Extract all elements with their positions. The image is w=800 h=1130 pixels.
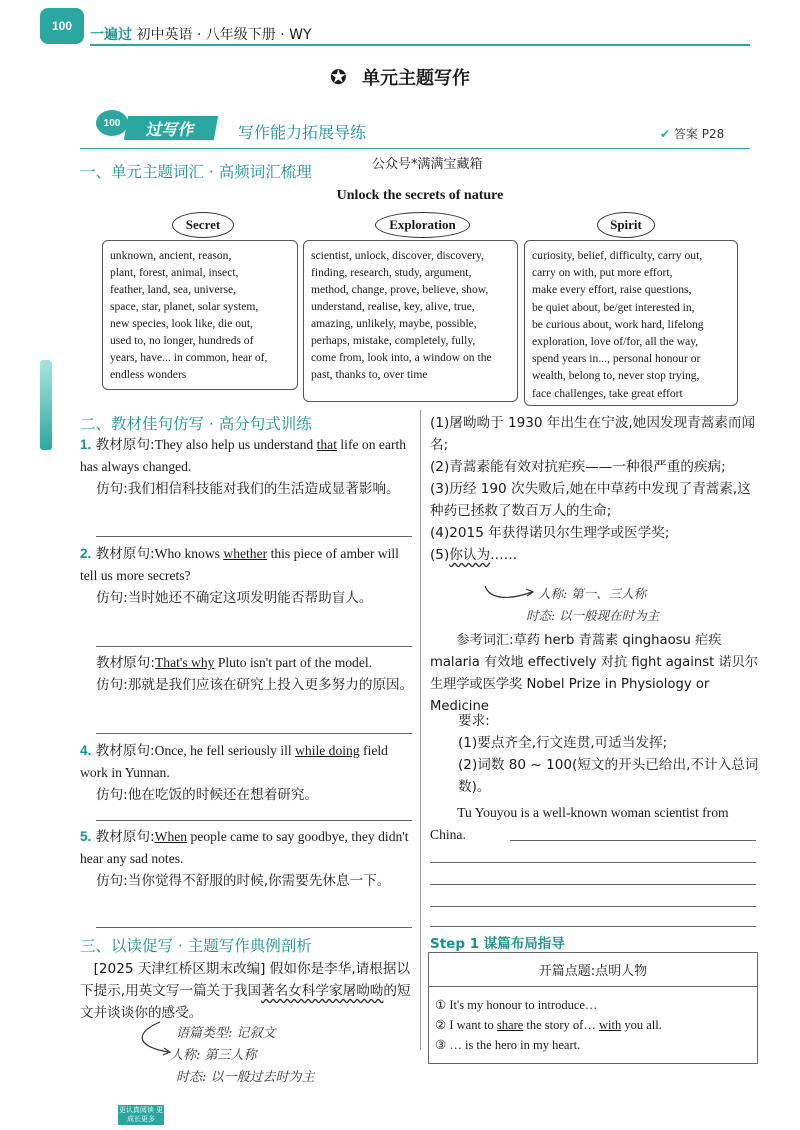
point-5-tail: …… [490,547,518,563]
vocab-line: used to, no longer, hundreds of [110,334,254,347]
key-points [430,412,760,566]
step1-text: It's my honour to introduce… [449,998,598,1012]
vocab-box-secret [102,240,298,390]
point-1: (1)屠呦呦于 1930 年出生在宁波,她因发现青蒿素而闻名; [430,415,756,453]
essay-line[interactable] [430,926,756,927]
item-number: 2. [80,546,92,561]
imit-text: 当你觉得不舒服的时候,你需要先休息一下。 [127,873,391,889]
orig-label: 教材原句: [95,743,155,759]
imit-label: 仿句: [96,677,128,693]
requirement-1: (1)要点齐全,行文连贯,可适当发挥; [458,735,668,751]
point-2: (2)青蒿素能有效对抗疟疾——一种很严重的疾病; [430,459,726,475]
header-rule [90,44,750,46]
step1-line-1 [435,995,751,1015]
step1-line-3 [435,1035,751,1055]
step1-text: I want to [449,1018,497,1032]
vocab-line: wealth, belong to, never stop trying, [532,369,700,383]
orig-text: Once, he fell seriously ill [154,743,296,758]
answer-ref-text: 答案 P28 [673,127,725,141]
answer-line[interactable] [96,646,412,647]
note-tense: 时态: 以一般过去时为主 [176,1070,315,1085]
requirements-title: 要求: [458,713,490,729]
orig-label: 教材原句: [95,546,155,562]
point-4: (4)2015 年获得诺贝尔生理学或医学奖; [430,525,670,541]
requirement-2: (2)词数 80 ~ 100(短文的开头已给出,不计入总词数)。 [458,757,759,795]
orig-key: that [316,437,337,452]
vocab-box-exploration [303,240,518,402]
section-subtitle: 写作能力拓展导练 [238,123,367,142]
prompt-text: 的短文并谈谈你的感受。 [80,983,411,1021]
orig-text: They also help us understand [154,437,317,452]
item-number: 5. [80,829,92,844]
step1-text: you all. [621,1018,662,1032]
section-badge: 100 [96,110,128,136]
circled-number: ③ [435,1038,447,1052]
vocab-line: curiosity, belief, difficulty, carry out, [532,249,703,262]
unit-title-text: 单元主题写作 [362,68,470,89]
vocab-line: plant, forest, animal, insect, [110,266,239,279]
vocab-line: method, change, prove, believe, show, [311,283,489,296]
prompt-key: 著名女科学家屠呦呦 [261,983,384,999]
note-person: 人称: 第三人称 [170,1048,257,1063]
step1-text: the story of… [523,1018,599,1032]
part2-title: 二、教材佳句仿写 · 高分句式训练 [80,415,312,433]
part3-title: 三、以读促写 · 主题写作典例剖析 [80,937,312,955]
sentence-item-4 [80,740,414,806]
oval-secret: Secret [172,212,234,238]
step1-text: … is the hero in my heart. [449,1038,581,1052]
imit-label: 仿句: [96,787,128,803]
oval-spirit: Spirit [597,212,655,238]
sentence-item-1 [80,434,414,500]
vocab-line: be quiet about, be/get interested in, [532,300,695,314]
answer-line[interactable] [96,733,412,734]
orig-text: Who knows [154,546,224,561]
note-right-tense: 时态: 以一般现在时为主 [526,608,660,623]
step1-key: share [496,1018,524,1032]
orig-label: 教材原句: [95,829,155,845]
part1-title: 一、单元主题词汇 · 高频词汇梳理 [80,163,312,181]
orig-text: life on earth has always changed. [80,437,407,474]
point-5-label: (5) [430,547,450,563]
orig-label: 教材原句: [96,655,155,671]
book-subtitle: 初中英语 · 八年级下册 · WY [136,27,312,43]
section-rule [80,148,750,149]
oval-exploration: Exploration [375,212,470,238]
vocab-line: new species, look like, die out, [110,317,253,330]
imit-label: 仿句: [96,590,128,606]
vocab-line: come from, look into, a window on the [311,351,492,364]
section-name-text: 过写作 [145,119,197,139]
sentence-item-2 [80,543,414,609]
essay-line[interactable] [430,906,756,907]
orig-text: Pluto isn't part of the model. [214,655,373,670]
star-icon: ✪ [330,65,347,89]
item-number: 4. [80,743,92,758]
sentence-item-5 [80,826,414,892]
note-genre: 语篇类型: 记叙文 [176,1026,276,1041]
section-name [124,116,218,140]
imit-text: 当时她还不确定这项发明能否帮助盲人。 [127,590,373,606]
vocab-line: spend years in..., personal honour or [532,352,701,366]
header-title [90,24,312,44]
essay-start: Tu Youyou is a well-known woman scientist from China. [430,805,729,842]
imit-label: 仿句: [96,873,128,889]
annotation-arrow-right [480,582,540,608]
writing-prompt [80,958,414,1024]
step1-line-2 [435,1015,751,1035]
vocab-line: be curious about, work hard, lifelong [532,317,704,331]
unit-title [330,64,470,90]
answer-line[interactable] [96,536,412,537]
orig-key: whether [223,546,268,561]
circled-number: ① [435,998,447,1012]
imit-text: 他在吃饭的时候还在想着研究。 [127,787,319,803]
vocab-line: carry on with, put more effort, [532,266,673,280]
orig-key: while doing [295,743,360,758]
orig-key: That's why [154,655,215,670]
logo-badge: 100 [40,8,84,44]
item-number: 1. [80,437,92,452]
answer-line[interactable] [96,927,412,928]
imit-text: 那就是我们应该在研究上投入更多努力的原因。 [127,677,414,693]
answer-ref [660,125,724,142]
sentence-item-3 [80,652,414,696]
vocab-box-spirit [524,240,738,406]
point-3: (3)历经 190 次失败后,她在中草药中发现了青蒿素,这种药已拯救了数百万人的生命; [430,481,751,519]
orig-label: 教材原句: [95,437,155,453]
vocab-line: space, star, planet, solar system, [110,300,259,313]
requirements [430,732,760,798]
point-5-key: 你认为 [449,547,491,563]
vocab-line: finding, research, study, argument, [311,266,472,279]
vocab-line: make every effort, raise questions, [532,283,692,297]
essay-line[interactable] [430,862,756,863]
step1-key: with [598,1018,622,1032]
column-divider [420,410,421,1050]
vocab-line: face challenges, take great effort [532,386,683,400]
brand-name: 一遍过 [90,27,132,43]
essay-line[interactable] [430,884,756,885]
essay-line[interactable] [510,840,756,841]
circled-number: ② [435,1018,447,1032]
step1-head: 开篇点题:点明人物 [429,953,757,987]
answer-line[interactable] [96,820,412,821]
check-icon: ✔ [660,127,671,141]
imit-text: 我们相信科技能对我们的生活造成显著影响。 [127,481,400,497]
footer-badge: 更认真阅读 更成长更多 [118,1106,164,1123]
vocab-line: understand, realise, key, alive, true, [311,300,475,313]
imit-label: 仿句: [96,481,128,497]
orig-key: When [154,829,188,844]
vocab-line: past, thanks to, over time [311,368,428,381]
vocab-line: scientist, unlock, discover, discovery, [311,249,484,262]
vocab-line: amazing, unlikely, maybe, possible, [311,317,477,330]
vocab-line: endless wonders [110,368,187,381]
vocab-center-title: Unlock the secrets of nature [336,188,504,203]
vocab-line: years, have... in common, hear of, [110,351,268,364]
vocab-line: exploration, love of/for, all the way, [532,335,699,349]
side-strip [40,360,52,450]
orig-text: field work in Yunnan. [80,743,388,780]
orig-text: people came to say goodbye, they didn't hear any sad notes. [80,829,409,866]
note-right-person: 人称: 第一、三人称 [538,586,647,601]
step1-title: Step 1 谋篇布局指导 [430,936,565,952]
prompt-text: [2025 天津红桥区期末改编] 假如你是李华,请根据以下提示,用英文写一篇关于我国 [80,961,411,999]
annotation-arrow-left [120,1020,180,1060]
vocab-line: perhaps, mistake, completely, fully, [311,334,476,347]
watermark-text: 公众号*满满宝藏箱 [372,157,483,172]
vocab-line: unknown, ancient, reason, [110,249,232,262]
vocab-line: feather, land, sea, universe, [110,283,237,296]
orig-text: this piece of amber will tell us more secrets? [80,546,399,583]
reference-vocab: 参考词汇:草药 herb 青蒿素 qinghaosu 疟疾 malaria 有效地 effectively 对抗 fight against 诺贝尔生理学或医学奖 Nobel Prize in Physiology or Medicine [430,633,759,714]
step1-box [428,952,758,1064]
